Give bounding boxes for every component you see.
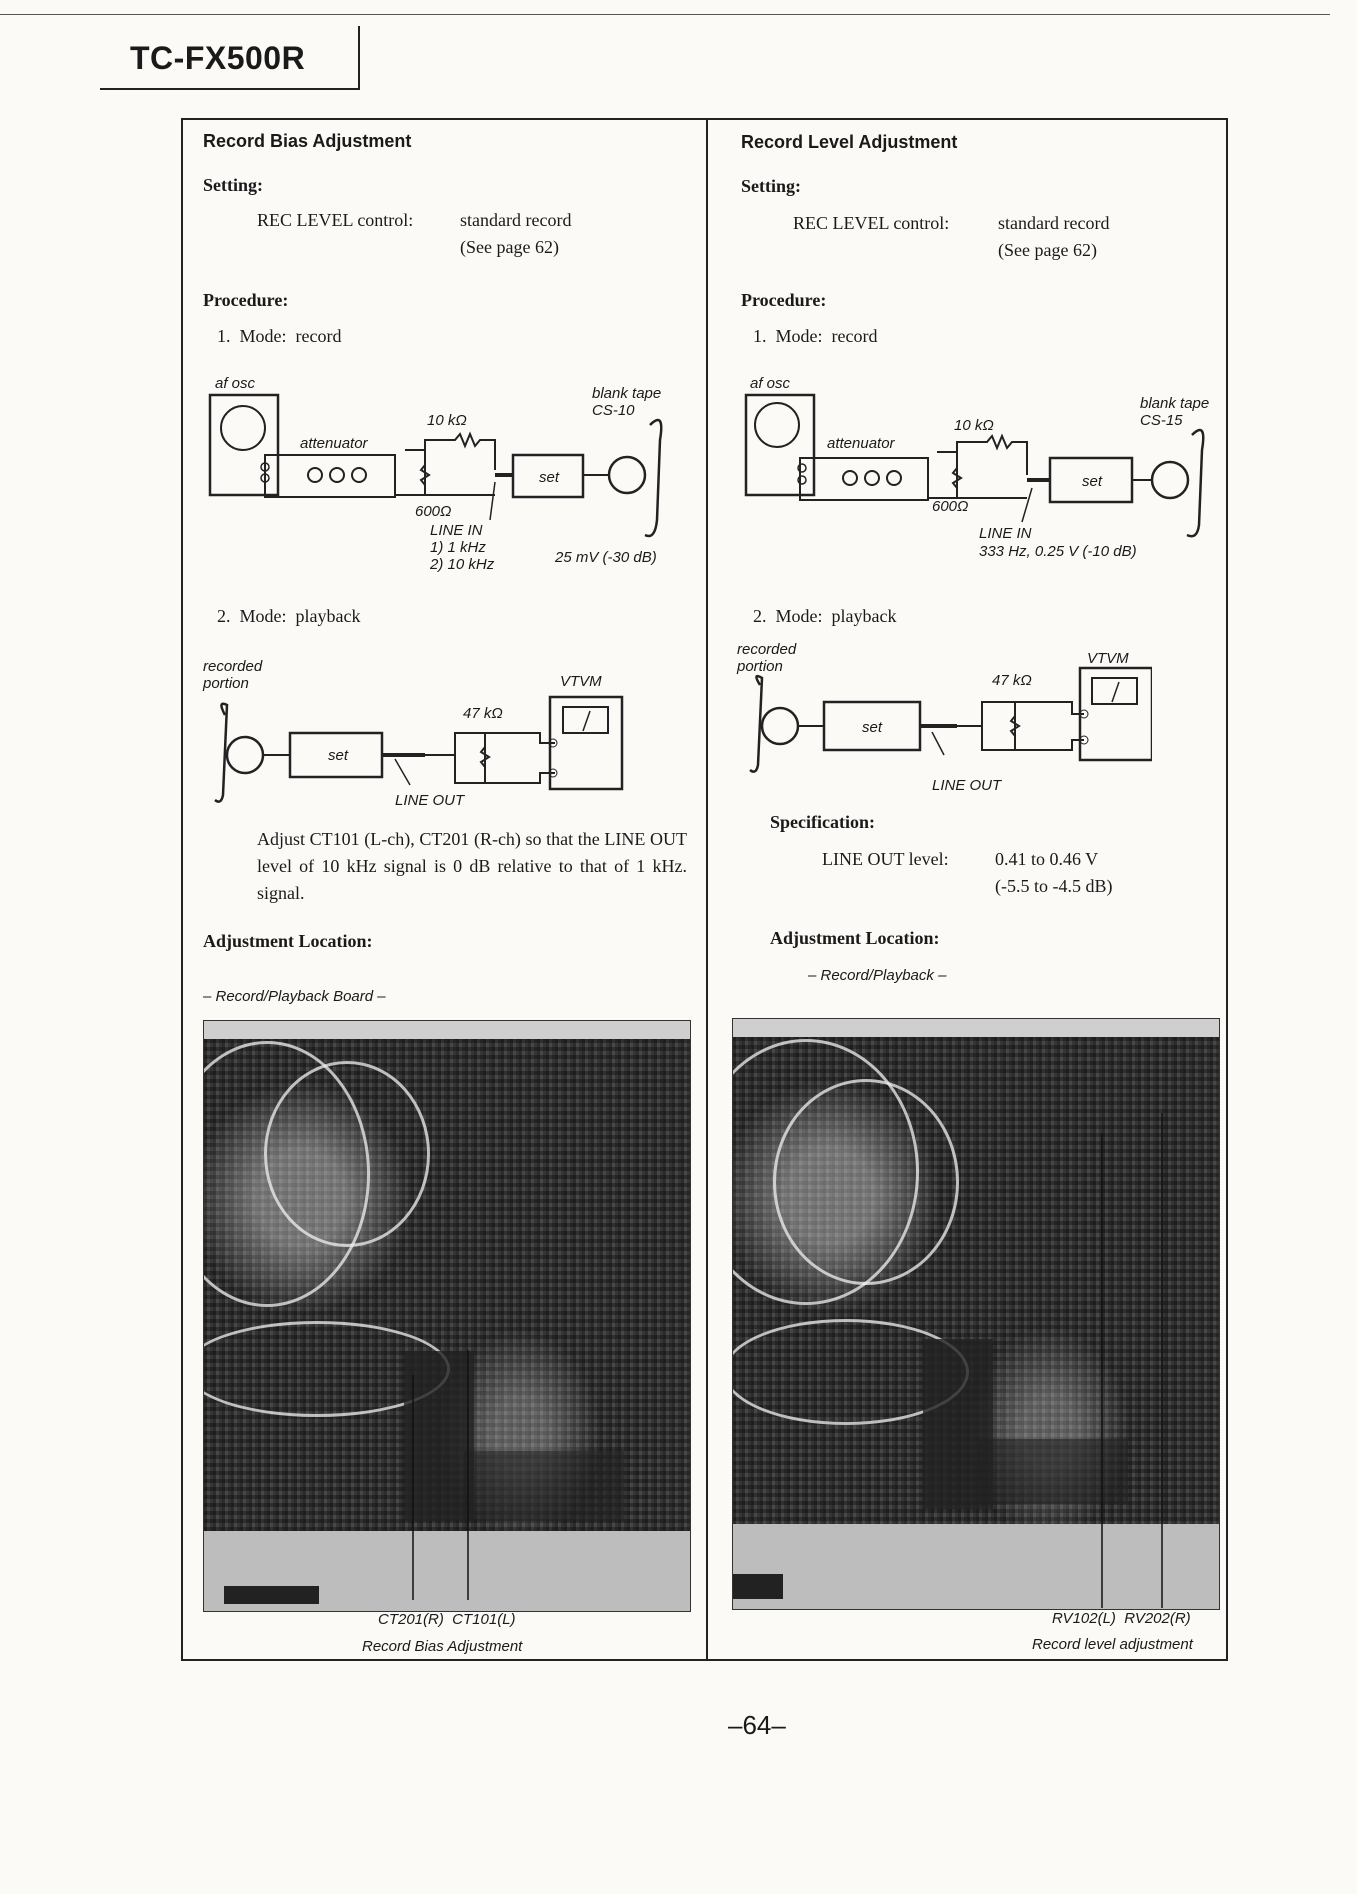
left-procedure-heading: Procedure:: [203, 290, 289, 310]
af-osc-box: [746, 395, 814, 495]
blank-tape-label: blank tape: [1140, 395, 1210, 412]
left-setting-note: (See page 62): [460, 237, 559, 257]
tape-reel-icon: [609, 457, 645, 493]
left-location-heading: Adjustment Location:: [203, 931, 373, 951]
right-setting-heading: Setting:: [741, 176, 801, 196]
impedance-label: 600Ω: [415, 503, 452, 520]
left-setting-label: REC LEVEL control:: [257, 210, 414, 230]
left-adjust-text: Adjust CT101 (L-ch), CT201 (R-ch) so that the LINE OUT level of 10 kHz signal is 0 dB relative to that of 1 kHz. signal.: [257, 829, 687, 903]
tape-reel-icon: [762, 708, 798, 744]
right-setting-note: (See page 62): [998, 240, 1097, 260]
column-divider: [706, 118, 708, 1661]
vtvm-box: [550, 697, 622, 789]
right-spec-heading: Specification:: [770, 812, 875, 832]
tape-type-label: CS-10: [592, 402, 635, 419]
resistor-47k-label: 47 kΩ: [463, 705, 503, 722]
osc-dial: [221, 406, 265, 450]
resistor-47k-label: 47 kΩ: [992, 672, 1032, 689]
right-board-label: – Record/Playback –: [808, 967, 947, 984]
freq2-label: 2) 10 kHz: [430, 556, 495, 573]
model-title: TC-FX500R: [130, 40, 306, 76]
set-label: set: [328, 747, 349, 764]
vtvm-box: [1080, 668, 1152, 760]
line-out-label: LINE OUT: [395, 792, 465, 809]
left-playback-diagram: [195, 655, 655, 815]
level-label: 25 mV (-30 dB): [555, 549, 657, 566]
left-title: Record Bias Adjustment: [203, 131, 412, 151]
tape-type-label: CS-15: [1140, 412, 1183, 429]
impedance-label: 600Ω: [932, 498, 969, 515]
left-callout-labels: CT201(R) CT101(L): [378, 1611, 516, 1628]
tape-reel-icon: [1152, 462, 1188, 498]
right-record-diagram: [732, 370, 1222, 570]
attenuator-box: [800, 458, 928, 500]
portion-label: portion: [737, 658, 783, 675]
right-spec-label: LINE OUT level:: [822, 849, 949, 869]
portion-label: portion: [203, 675, 249, 692]
osc-dial: [755, 403, 799, 447]
attenuator-label: attenuator: [300, 435, 368, 452]
title-underline: [100, 88, 360, 90]
left-record-diagram: [195, 370, 695, 585]
set-label: set: [539, 469, 560, 486]
tape-reel-icon: [227, 737, 263, 773]
vtvm-label: VTVM: [1087, 650, 1129, 667]
attenuator-label: attenuator: [827, 435, 895, 452]
set-label: set: [1082, 473, 1103, 490]
right-setting-label: REC LEVEL control:: [793, 213, 950, 233]
right-callout-labels: RV102(L) RV202(R): [1052, 1610, 1191, 1627]
line-out-label: LINE OUT: [932, 777, 1002, 794]
page-number: –64–: [728, 1710, 786, 1740]
af-osc-label: af osc: [215, 375, 256, 392]
right-title: Record Level Adjustment: [741, 132, 958, 152]
title-divider: [358, 26, 360, 90]
left-setting-value: standard record: [460, 210, 572, 230]
right-step2: 2. Mode: playback: [753, 606, 897, 626]
left-board-label: – Record/Playback Board –: [203, 988, 386, 1005]
resistor-10k-label: 10 kΩ: [954, 417, 994, 434]
right-procedure-heading: Procedure:: [741, 290, 827, 310]
right-setting-value: standard record: [998, 213, 1110, 233]
resistor-10k-label: 10 kΩ: [427, 412, 467, 429]
left-callout-lines: [203, 1020, 689, 1620]
line-in-label: LINE IN: [979, 525, 1032, 542]
right-callout-lines: [732, 1018, 1218, 1618]
right-step1: 1. Mode: record: [753, 326, 878, 346]
left-step1: 1. Mode: record: [217, 326, 342, 346]
right-caption: Record level adjustment: [1032, 1636, 1193, 1653]
right-spec-value: 0.41 to 0.46 V: [995, 849, 1099, 869]
line-in-label: LINE IN: [430, 522, 483, 539]
left-step2: 2. Mode: playback: [217, 606, 361, 626]
right-location-heading: Adjustment Location:: [770, 928, 940, 948]
right-playback-diagram: [732, 640, 1152, 800]
freq1-label: 1) 1 kHz: [430, 539, 486, 556]
recorded-label: recorded: [203, 658, 263, 675]
blank-tape-label: blank tape: [592, 385, 662, 402]
top-rule: [0, 14, 1330, 15]
recorded-label: recorded: [737, 641, 797, 658]
af-osc-label: af osc: [750, 375, 791, 392]
left-setting-heading: Setting:: [203, 175, 263, 195]
vtvm-label: VTVM: [560, 673, 602, 690]
left-caption: Record Bias Adjustment: [362, 1638, 523, 1655]
set-label: set: [862, 719, 883, 736]
right-spec-db: (-5.5 to -4.5 dB): [995, 876, 1113, 896]
level-label: 333 Hz, 0.25 V (-10 dB): [979, 543, 1137, 560]
